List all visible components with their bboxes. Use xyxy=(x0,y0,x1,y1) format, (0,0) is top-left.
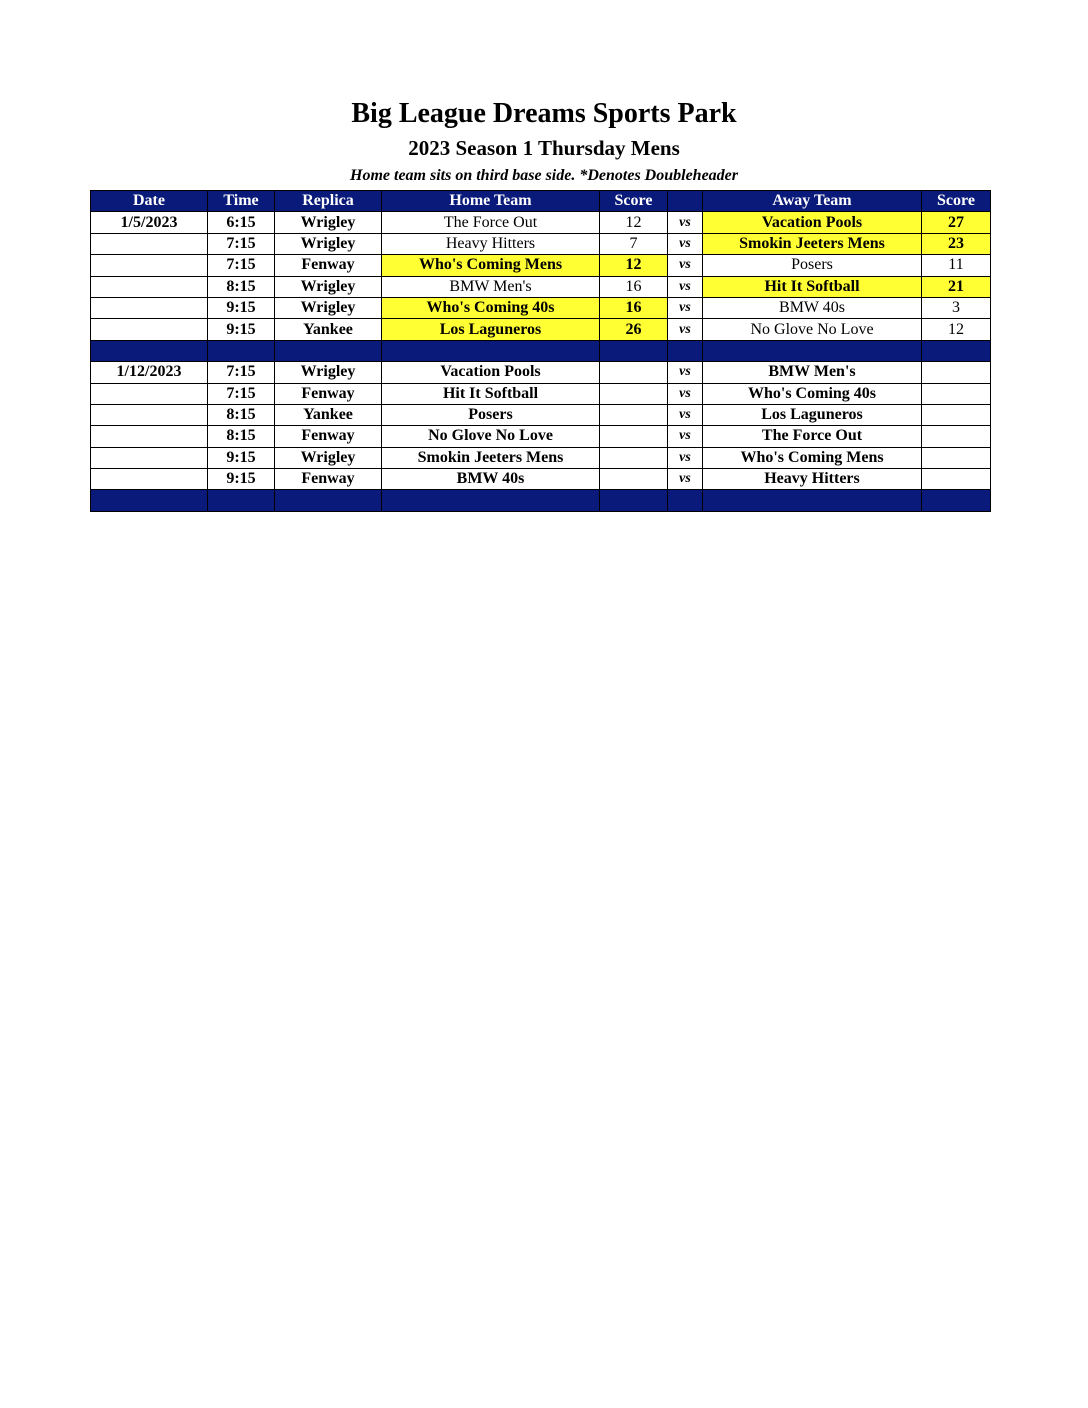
vs-cell: vs xyxy=(668,426,703,447)
separator-cell xyxy=(208,490,275,511)
separator-cell xyxy=(600,490,668,511)
home-team-cell: No Glove No Love xyxy=(382,426,600,447)
away-score-cell xyxy=(922,383,991,404)
separator-cell xyxy=(382,340,600,361)
away-team-cell: Los Laguneros xyxy=(703,404,922,425)
time-cell: 8:15 xyxy=(208,276,275,297)
away-score-cell: 11 xyxy=(922,255,991,276)
away-score-cell xyxy=(922,469,991,490)
time-cell: 7:15 xyxy=(208,362,275,383)
col-time: Time xyxy=(208,191,275,212)
replica-cell: Fenway xyxy=(275,426,382,447)
date-cell xyxy=(91,297,208,318)
home-score-cell xyxy=(600,426,668,447)
time-cell: 7:15 xyxy=(208,255,275,276)
table-row xyxy=(91,404,991,425)
schedule-table xyxy=(90,190,991,512)
separator-row xyxy=(91,490,991,511)
home-score-cell xyxy=(600,383,668,404)
home-score-cell: 16 xyxy=(600,297,668,318)
separator-cell xyxy=(600,340,668,361)
table-row xyxy=(91,362,991,383)
table-row xyxy=(91,426,991,447)
separator-row xyxy=(91,340,991,361)
replica-cell: Wrigley xyxy=(275,447,382,468)
home-team-cell: Hit It Softball xyxy=(382,383,600,404)
replica-cell: Wrigley xyxy=(275,233,382,254)
time-cell: 9:15 xyxy=(208,319,275,340)
home-score-cell: 16 xyxy=(600,276,668,297)
date-cell xyxy=(91,319,208,340)
schedule-note: Home team sits on third base side. *Denotes Doubleheader xyxy=(350,167,738,184)
vs-cell: vs xyxy=(668,447,703,468)
away-score-cell: 12 xyxy=(922,319,991,340)
away-team-cell: Vacation Pools xyxy=(703,212,922,233)
vs-cell: vs xyxy=(668,404,703,425)
time-cell: 7:15 xyxy=(208,233,275,254)
away-score-cell: 27 xyxy=(922,212,991,233)
away-score-cell xyxy=(922,404,991,425)
separator-cell xyxy=(275,340,382,361)
table-row xyxy=(91,319,991,340)
away-score-cell xyxy=(922,362,991,383)
separator-cell xyxy=(382,490,600,511)
replica-cell: Fenway xyxy=(275,255,382,276)
home-score-cell xyxy=(600,469,668,490)
date-cell xyxy=(91,233,208,254)
away-score-cell: 23 xyxy=(922,233,991,254)
separator-cell xyxy=(91,340,208,361)
time-cell: 9:15 xyxy=(208,447,275,468)
replica-cell: Fenway xyxy=(275,469,382,490)
page-subtitle: 2023 Season 1 Thursday Mens xyxy=(408,136,680,160)
away-score-cell: 3 xyxy=(922,297,991,318)
home-team-cell: BMW Men's xyxy=(382,276,600,297)
vs-cell: vs xyxy=(668,319,703,340)
vs-cell: vs xyxy=(668,383,703,404)
table-row xyxy=(91,212,991,233)
table-row xyxy=(91,297,991,318)
replica-cell: Wrigley xyxy=(275,212,382,233)
date-cell xyxy=(91,426,208,447)
home-team-cell: Heavy Hitters xyxy=(382,233,600,254)
replica-cell: Yankee xyxy=(275,404,382,425)
time-cell: 7:15 xyxy=(208,383,275,404)
date-cell xyxy=(91,383,208,404)
separator-cell xyxy=(703,490,922,511)
date-cell xyxy=(91,404,208,425)
separator-cell xyxy=(668,340,703,361)
home-team-cell: Los Laguneros xyxy=(382,319,600,340)
time-cell: 6:15 xyxy=(208,212,275,233)
vs-cell: vs xyxy=(668,469,703,490)
table-row xyxy=(91,233,991,254)
away-team-cell: BMW 40s xyxy=(703,297,922,318)
away-score-cell xyxy=(922,447,991,468)
col-date: Date xyxy=(91,191,208,212)
time-cell: 8:15 xyxy=(208,404,275,425)
home-team-cell: Posers xyxy=(382,404,600,425)
away-score-cell: 21 xyxy=(922,276,991,297)
home-team-cell: The Force Out xyxy=(382,212,600,233)
vs-cell: vs xyxy=(668,362,703,383)
col-home-team: Home Team xyxy=(382,191,600,212)
away-team-cell: No Glove No Love xyxy=(703,319,922,340)
away-team-cell: The Force Out xyxy=(703,426,922,447)
table-row xyxy=(91,383,991,404)
away-team-cell: Hit It Softball xyxy=(703,276,922,297)
table-row xyxy=(91,469,991,490)
date-cell xyxy=(91,255,208,276)
home-score-cell xyxy=(600,404,668,425)
away-team-cell: Smokin Jeeters Mens xyxy=(703,233,922,254)
col-replica: Replica xyxy=(275,191,382,212)
separator-cell xyxy=(922,490,991,511)
home-team-cell: Smokin Jeeters Mens xyxy=(382,447,600,468)
vs-cell: vs xyxy=(668,255,703,276)
header-row xyxy=(91,191,991,212)
vs-cell: vs xyxy=(668,297,703,318)
date-cell xyxy=(91,276,208,297)
away-score-cell xyxy=(922,426,991,447)
replica-cell: Yankee xyxy=(275,319,382,340)
home-team-cell: Who's Coming Mens xyxy=(382,255,600,276)
separator-cell xyxy=(208,340,275,361)
col-away-score: Score xyxy=(922,191,991,212)
away-team-cell: Heavy Hitters xyxy=(703,469,922,490)
home-score-cell: 26 xyxy=(600,319,668,340)
home-score-cell xyxy=(600,362,668,383)
separator-cell xyxy=(275,490,382,511)
replica-cell: Wrigley xyxy=(275,297,382,318)
table-row xyxy=(91,447,991,468)
away-team-cell: BMW Men's xyxy=(703,362,922,383)
separator-cell xyxy=(668,490,703,511)
home-score-cell: 7 xyxy=(600,233,668,254)
replica-cell: Wrigley xyxy=(275,362,382,383)
date-cell: 1/12/2023 xyxy=(91,362,208,383)
page-title: Big League Dreams Sports Park xyxy=(351,98,737,129)
date-cell xyxy=(91,447,208,468)
separator-cell xyxy=(91,490,208,511)
time-cell: 8:15 xyxy=(208,426,275,447)
away-team-cell: Who's Coming Mens xyxy=(703,447,922,468)
date-cell: 1/5/2023 xyxy=(91,212,208,233)
home-team-cell: Vacation Pools xyxy=(382,362,600,383)
home-score-cell: 12 xyxy=(600,212,668,233)
col-vs xyxy=(668,191,703,212)
vs-cell: vs xyxy=(668,233,703,254)
table-row xyxy=(91,255,991,276)
away-team-cell: Who's Coming 40s xyxy=(703,383,922,404)
table-row xyxy=(91,276,991,297)
date-cell xyxy=(91,469,208,490)
away-team-cell: Posers xyxy=(703,255,922,276)
vs-cell: vs xyxy=(668,276,703,297)
home-team-cell: BMW 40s xyxy=(382,469,600,490)
time-cell: 9:15 xyxy=(208,297,275,318)
replica-cell: Wrigley xyxy=(275,276,382,297)
home-score-cell: 12 xyxy=(600,255,668,276)
col-away-team: Away Team xyxy=(703,191,922,212)
vs-cell: vs xyxy=(668,212,703,233)
replica-cell: Fenway xyxy=(275,383,382,404)
col-home-score: Score xyxy=(600,191,668,212)
separator-cell xyxy=(703,340,922,361)
time-cell: 9:15 xyxy=(208,469,275,490)
home-team-cell: Who's Coming 40s xyxy=(382,297,600,318)
separator-cell xyxy=(922,340,991,361)
home-score-cell xyxy=(600,447,668,468)
